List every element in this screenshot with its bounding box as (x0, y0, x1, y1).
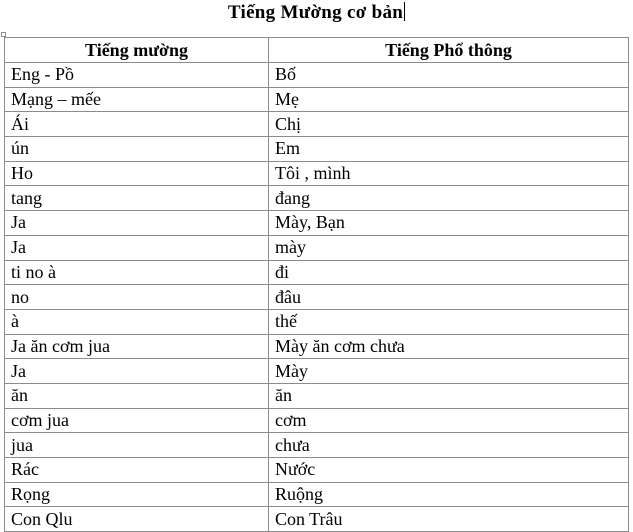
table-row (5, 161, 629, 186)
text-cursor (404, 2, 405, 21)
table-row (5, 260, 629, 285)
table-row (5, 433, 629, 458)
pho-thong-word: Mẹ (269, 87, 629, 112)
pho-thong-word: đang (269, 186, 629, 211)
table-row (5, 507, 629, 532)
header-pho-thong: Tiếng Phổ thông (269, 38, 629, 63)
muong-word: Eng - Pồ (5, 63, 269, 88)
pho-thong-word: Bố (269, 63, 629, 88)
table-body (5, 63, 629, 532)
muong-word: ăn (5, 383, 269, 408)
pho-thong-word: thế (269, 309, 629, 334)
table-row (5, 235, 629, 260)
vocabulary-table (4, 37, 629, 532)
muong-word: Rọng (5, 482, 269, 507)
muong-word: Ja (5, 359, 269, 384)
table-row (5, 63, 629, 88)
pho-thong-word: Nước (269, 458, 629, 483)
table-row (5, 383, 629, 408)
pho-thong-word: Ruộng (269, 482, 629, 507)
muong-word: ún (5, 137, 269, 162)
table-row (5, 112, 629, 137)
muong-word: Ja ăn cơm jua (5, 334, 269, 359)
muong-word: Mạng – mếe (5, 87, 269, 112)
table-row (5, 334, 629, 359)
pho-thong-word: mày (269, 235, 629, 260)
pho-thong-word: chưa (269, 433, 629, 458)
pho-thong-word: Tôi , mình (269, 161, 629, 186)
table-header-row (5, 38, 629, 63)
muong-word: Ho (5, 161, 269, 186)
muong-word: Con Qlu (5, 507, 269, 532)
document-title (0, 2, 633, 24)
table-row (5, 458, 629, 483)
muong-word: tang (5, 186, 269, 211)
pho-thong-word: Con Trâu (269, 507, 629, 532)
pho-thong-word: cơm (269, 408, 629, 433)
muong-word: no (5, 285, 269, 310)
muong-word: cơm jua (5, 408, 269, 433)
pho-thong-word: đi (269, 260, 629, 285)
table-row (5, 87, 629, 112)
pho-thong-word: Mày ăn cơm chưa (269, 334, 629, 359)
pho-thong-word: ăn (269, 383, 629, 408)
muong-word: à (5, 309, 269, 334)
muong-word: Ái (5, 112, 269, 137)
table-row (5, 408, 629, 433)
table-row (5, 137, 629, 162)
table-row (5, 359, 629, 384)
pho-thong-word: Mày, Bạn (269, 211, 629, 236)
title-text: Tiếng Mường cơ bản (227, 2, 404, 23)
table-row (5, 186, 629, 211)
muong-word: jua (5, 433, 269, 458)
table-row (5, 285, 629, 310)
header-muong: Tiếng mường (5, 38, 269, 63)
pho-thong-word: Em (269, 137, 629, 162)
muong-word: Ja (5, 235, 269, 260)
table-row (5, 482, 629, 507)
muong-word: Rác (5, 458, 269, 483)
pho-thong-word: đâu (269, 285, 629, 310)
muong-word: ti no à (5, 260, 269, 285)
muong-word: Ja (5, 211, 269, 236)
table-row (5, 309, 629, 334)
pho-thong-word: Chị (269, 112, 629, 137)
pho-thong-word: Mày (269, 359, 629, 384)
table-row (5, 211, 629, 236)
